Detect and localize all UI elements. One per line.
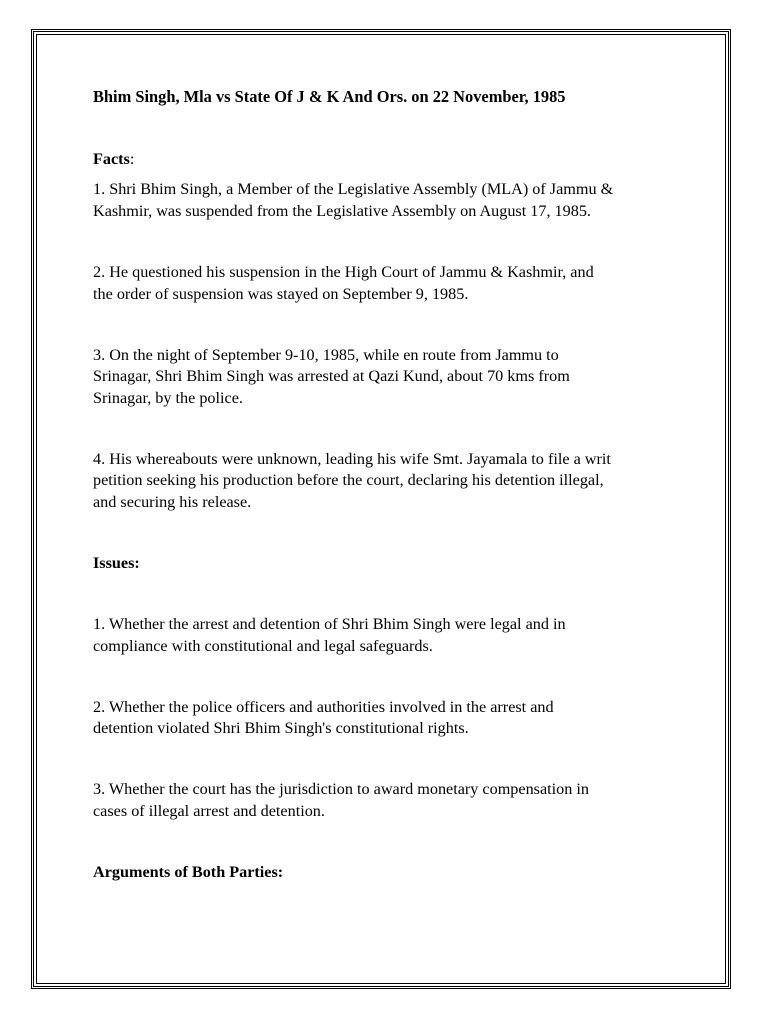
facts-item-2-line-2: the order of suspension was stayed on September 9, 1985.: [93, 285, 469, 303]
issues-item-1-line-2: compliance with constitutional and legal safeguards.: [93, 637, 433, 655]
issues-heading: Issues:: [93, 554, 140, 572]
facts-item-1-line-2: Kashmir, was suspended from the Legislative Assembly on August 17, 1985.: [93, 202, 591, 220]
issues-item-2-line-1: 2. Whether the police officers and authorities involved in the arrest and: [93, 698, 554, 716]
facts-item-4-line-2: petition seeking his production before the court, declaring his detention illegal,: [93, 471, 604, 489]
facts-item-3-line-1: 3. On the night of September 9-10, 1985, while en route from Jammu to: [93, 346, 559, 364]
issues-item-2-line-2: detention violated Shri Bhim Singh's constitutional rights.: [93, 719, 469, 737]
facts-item-3-line-2: Srinagar, Shri Bhim Singh was arrested at Qazi Kund, about 70 kms from: [93, 367, 570, 385]
facts-item-2-line-1: 2. He questioned his suspension in the High Court of Jammu & Kashmir, and: [93, 263, 594, 281]
facts-heading: [93, 149, 134, 169]
document-title: Bhim Singh, Mla vs State Of J & K And Ors. on 22 November, 1985: [93, 87, 566, 106]
facts-heading-label: Facts: [93, 150, 130, 168]
arguments-heading: Arguments of Both Parties:: [93, 863, 284, 881]
facts-heading-colon: :: [129, 150, 135, 168]
issues-item-3-line-1: 3. Whether the court has the jurisdiction to award monetary compensation in: [93, 780, 589, 798]
facts-item-4-line-3: and securing his release.: [93, 493, 252, 511]
facts-item-4-line-1: 4. His whereabouts were unknown, leading his wife Smt. Jayamala to file a writ: [93, 450, 611, 468]
issues-item-1-line-1: 1. Whether the arrest and detention of Shri Bhim Singh were legal and in: [93, 615, 566, 633]
issues-item-3-line-2: cases of illegal arrest and detention.: [93, 802, 325, 820]
facts-item-1-line-1: 1. Shri Bhim Singh, a Member of the Legislative Assembly (MLA) of Jammu &: [93, 180, 614, 198]
facts-item-3-line-3: Srinagar, by the police.: [93, 389, 243, 407]
